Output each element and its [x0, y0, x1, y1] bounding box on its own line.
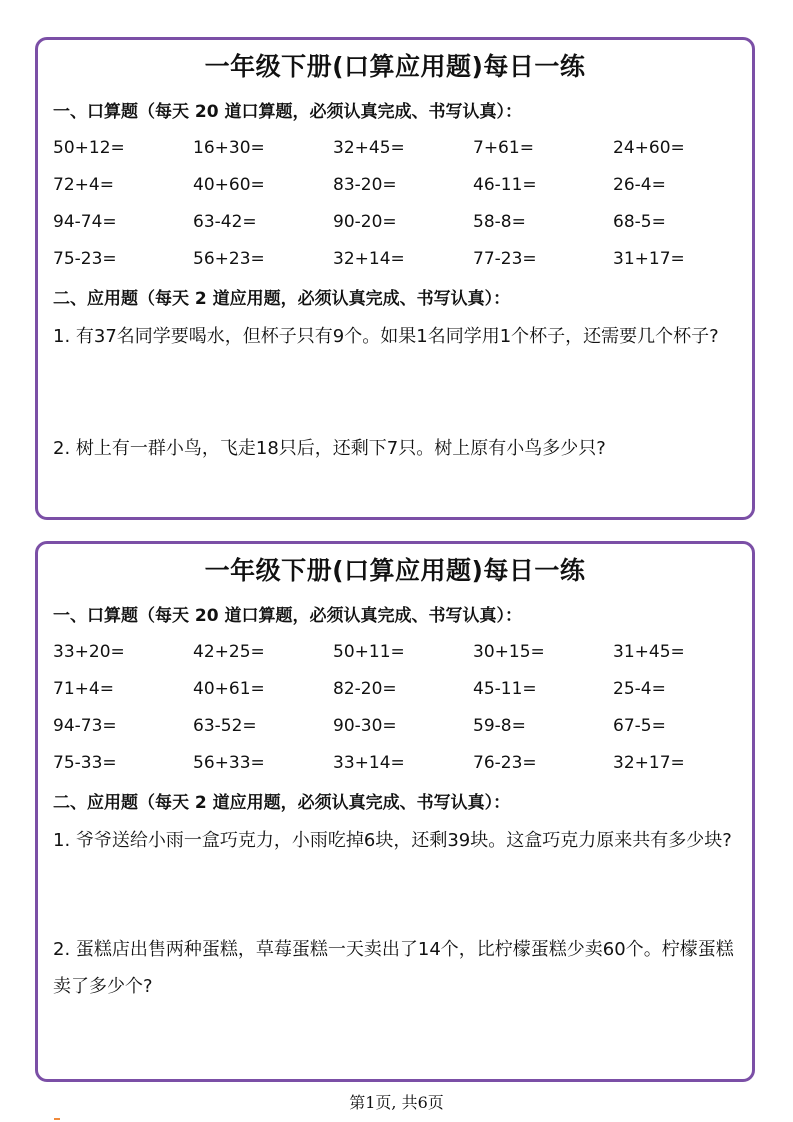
arithmetic-item: 68-5=	[613, 212, 666, 232]
arithmetic-item: 24+60=	[613, 138, 685, 158]
arithmetic-item: 16+30=	[193, 138, 265, 158]
arithmetic-item: 82-20=	[333, 679, 397, 699]
arithmetic-item: 56+33=	[193, 753, 265, 773]
arithmetic-grid	[53, 641, 753, 789]
arithmetic-item: 59-8=	[473, 716, 526, 736]
worksheet-card-1	[35, 37, 755, 520]
arithmetic-item: 83-20=	[333, 175, 397, 195]
arithmetic-item: 67-5=	[613, 716, 666, 736]
corner-mark	[54, 1118, 60, 1120]
arithmetic-item: 33+14=	[333, 753, 405, 773]
word-problem-2: 2. 蛋糕店出售两种蛋糕，草莓蛋糕一天卖出了14个，比柠檬蛋糕少卖60个。柠檬蛋糕卖了多少个?	[53, 939, 734, 997]
arithmetic-item: 72+4=	[53, 175, 114, 195]
worksheet-title: 一年级下册(口算应用题)每日一练	[204, 52, 586, 81]
arithmetic-item: 40+61=	[193, 679, 265, 699]
arithmetic-item: 56+23=	[193, 249, 265, 269]
arithmetic-item: 32+45=	[333, 138, 405, 158]
arithmetic-item: 94-74=	[53, 212, 117, 232]
arithmetic-item: 33+20=	[53, 642, 125, 662]
worksheet-card-2	[35, 541, 755, 1082]
arithmetic-item: 31+17=	[613, 249, 685, 269]
arithmetic-item: 7+61=	[473, 138, 534, 158]
word-problem-section-heading: 二、应用题（每天 2 道应用题，必须认真完成、书写认真）：	[53, 793, 511, 813]
arithmetic-item: 75-33=	[53, 753, 117, 773]
arithmetic-item: 77-23=	[473, 249, 537, 269]
word-problem-1: 1. 爷爷送给小雨一盒巧克力，小雨吃掉6块，还剩39块。这盒巧克力原来共有多少块?	[53, 830, 732, 851]
word-problem-1: 1. 有37名同学要喝水，但杯子只有9个。如果1名同学用1个杯子，还需要几个杯子?	[53, 326, 719, 347]
word-problem-2: 2. 树上有一群小鸟，飞走18只后，还剩下7只。树上原有小鸟多少只?	[53, 438, 606, 459]
arithmetic-grid	[53, 137, 753, 285]
worksheet-title: 一年级下册(口算应用题)每日一练	[204, 556, 586, 585]
arithmetic-item: 90-30=	[333, 716, 397, 736]
arithmetic-item: 94-73=	[53, 716, 117, 736]
arithmetic-item: 30+15=	[473, 642, 545, 662]
arithmetic-item: 76-23=	[473, 753, 537, 773]
arithmetic-item: 45-11=	[473, 679, 537, 699]
page-number-footer: 第1页, 共6页	[349, 1093, 444, 1112]
arithmetic-item: 58-8=	[473, 212, 526, 232]
arithmetic-item: 31+45=	[613, 642, 685, 662]
arithmetic-item: 63-42=	[193, 212, 257, 232]
arithmetic-item: 26-4=	[613, 175, 666, 195]
arithmetic-item: 32+14=	[333, 249, 405, 269]
word-problem-section-heading: 二、应用题（每天 2 道应用题，必须认真完成、书写认真）：	[53, 289, 511, 309]
arithmetic-item: 50+11=	[333, 642, 405, 662]
arithmetic-section-heading: 一、口算题（每天 20 道口算题，必须认真完成、书写认真）：	[53, 606, 522, 626]
arithmetic-item: 32+17=	[613, 753, 685, 773]
arithmetic-item: 90-20=	[333, 212, 397, 232]
arithmetic-item: 75-23=	[53, 249, 117, 269]
arithmetic-item: 42+25=	[193, 642, 265, 662]
arithmetic-item: 46-11=	[473, 175, 537, 195]
arithmetic-item: 40+60=	[193, 175, 265, 195]
arithmetic-item: 50+12=	[53, 138, 125, 158]
arithmetic-item: 63-52=	[193, 716, 257, 736]
arithmetic-item: 25-4=	[613, 679, 666, 699]
arithmetic-item: 71+4=	[53, 679, 114, 699]
arithmetic-section-heading: 一、口算题（每天 20 道口算题，必须认真完成、书写认真）：	[53, 102, 522, 122]
